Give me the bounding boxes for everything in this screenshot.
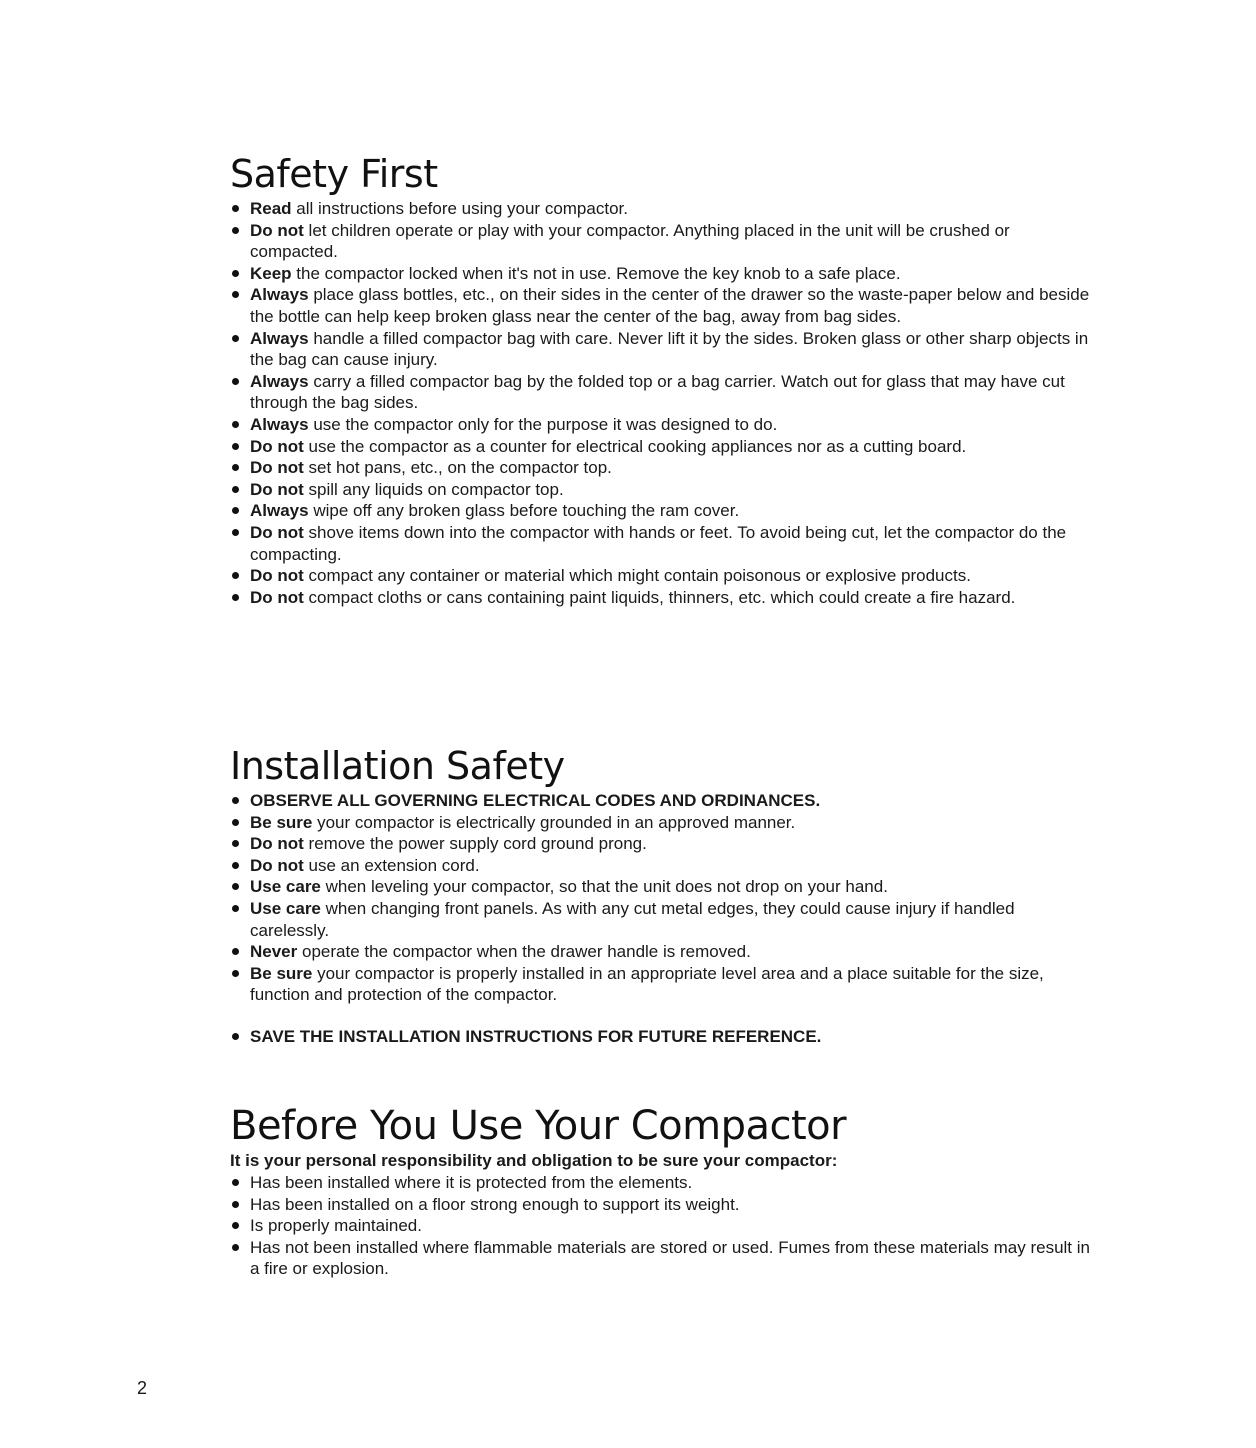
safety-first-title: Safety First (230, 152, 438, 196)
safety-first-list (230, 198, 1090, 608)
before-use-list (230, 1172, 1090, 1280)
list-item: Is properly maintained. (230, 1215, 1090, 1237)
list-item: Do not set hot pans, etc., on the compactor top. (230, 457, 1090, 479)
list-item: Use care when leveling your compactor, so that the unit does not drop on your hand. (230, 876, 1090, 898)
list-item: Do not shove items down into the compactor with hands or feet. To avoid being cut, let the compactor do the compacting. (230, 522, 1090, 565)
installation-safety-section (230, 744, 1090, 1048)
list-item: Has been installed on a floor strong enough to support its weight. (230, 1194, 1090, 1216)
list-item: Do not compact cloths or cans containing paint liquids, thinners, etc. which could create a fire hazard. (230, 587, 1090, 609)
before-use-intro: It is your personal responsibility and obligation to be sure your compactor: (230, 1151, 838, 1170)
list-item: Read all instructions before using your compactor. (230, 198, 1090, 220)
list-item: Do not use an extension cord. (230, 855, 1090, 877)
list-item: Always carry a filled compactor bag by the folded top or a bag carrier. Watch out for glass that may have cut through the bag sides. (230, 371, 1090, 414)
list-item: Always handle a filled compactor bag with care. Never lift it by the sides. Broken glass or other sharp objects in the bag can cause injury. (230, 328, 1090, 371)
list-item: Do not let children operate or play with your compactor. Anything placed in the unit will be crushed or compacted. (230, 220, 1090, 263)
page-number: 2 (137, 1378, 148, 1398)
safety-first-section (230, 152, 1090, 608)
list-item: Always use the compactor only for the purpose it was designed to do. (230, 414, 1090, 436)
list-item: Always place glass bottles, etc., on their sides in the center of the drawer so the waste-paper below and beside the bottle can help keep broken glass near the center of the bag, away from bag sides. (230, 284, 1090, 327)
save-instructions-note: SAVE THE INSTALLATION INSTRUCTIONS FOR FUTURE REFERENCE. (230, 1026, 1090, 1048)
installation-safety-list (230, 790, 1090, 1006)
list-item: OBSERVE ALL GOVERNING ELECTRICAL CODES AND ORDINANCES. (230, 790, 1090, 812)
installation-safety-title: Installation Safety (230, 744, 565, 788)
list-item: Be sure your compactor is electrically grounded in an approved manner. (230, 812, 1090, 834)
list-item: Do not spill any liquids on compactor top. (230, 479, 1090, 501)
list-item: Has been installed where it is protected from the elements. (230, 1172, 1090, 1194)
before-use-title: Before You Use Your Compactor (230, 1103, 847, 1149)
list-item: Has not been installed where flammable materials are stored or used. Fumes from these materials may result in a fire or explosion. (230, 1237, 1090, 1280)
list-item: Use care when changing front panels. As with any cut metal edges, they could cause injury if handled carelessly. (230, 898, 1090, 941)
list-item: Be sure your compactor is properly installed in an appropriate level area and a place suitable for the size, function and protection of the compactor. (230, 963, 1090, 1006)
list-item: Keep the compactor locked when it's not in use. Remove the key knob to a safe place. (230, 263, 1090, 285)
list-item: Do not remove the power supply cord ground prong. (230, 833, 1090, 855)
list-item: Do not compact any container or material which might contain poisonous or explosive products. (230, 565, 1090, 587)
list-item: Do not use the compactor as a counter for electrical cooking appliances nor as a cutting board. (230, 436, 1090, 458)
list-item: Never operate the compactor when the drawer handle is removed. (230, 941, 1090, 963)
list-item: Always wipe off any broken glass before touching the ram cover. (230, 500, 1090, 522)
before-use-section (230, 1104, 1090, 1280)
